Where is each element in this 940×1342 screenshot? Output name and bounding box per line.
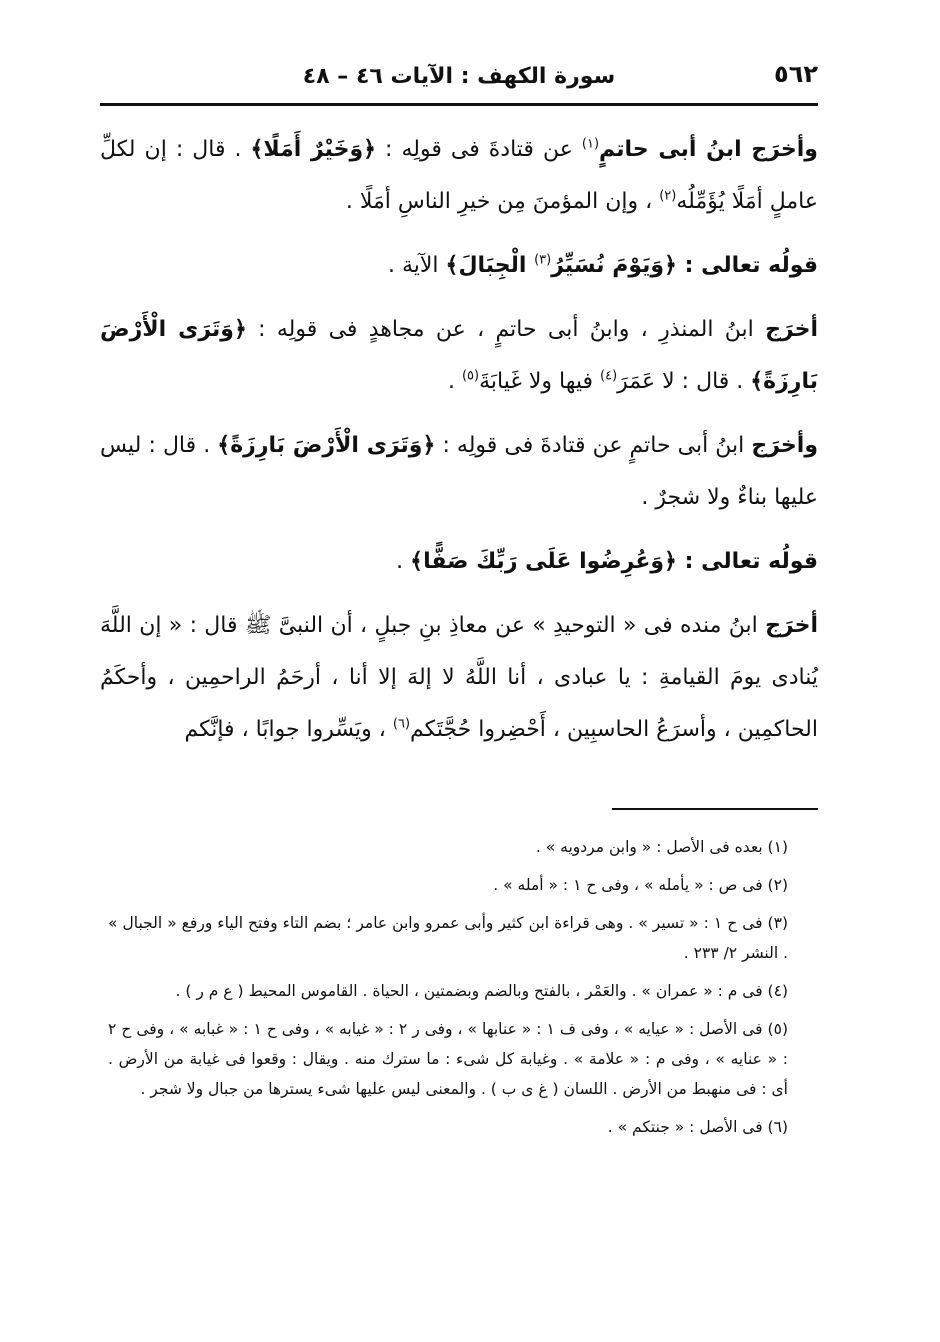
quran-quote: ﴿وَخَيْرٌ أَمَلًا﴾: [250, 137, 377, 162]
paragraph-lead: وأخرَج: [751, 433, 818, 458]
quran-quote: ﴿وَيَوْمَ نُسَيِّرُ: [551, 253, 677, 278]
footnote-ref: (٣): [534, 252, 552, 268]
paragraph-text: .: [396, 549, 411, 574]
footnote-4: (٤) فى م : « عمران » . والعَمْر ، بالفتح وبالضم وبضمتين ، الحياة . القاموس المحيط ( ع م ر ) .: [175, 982, 788, 1000]
paragraph-lead: أخرَج: [765, 613, 818, 638]
footnote-ref: (٥): [461, 368, 480, 384]
header-rule: [100, 103, 818, 106]
footnote-ref: (٦): [392, 716, 411, 732]
paragraph-text: . قال : إن لكلِّ عاملٍ أمَلًا يُؤَمِّلُه: [100, 137, 818, 214]
footnotes: [108, 832, 788, 1150]
paragraph-text: ، ويَسِّروا جوابًا ، فإنَّكم: [184, 717, 393, 742]
paragraph-text: .: [447, 369, 462, 394]
main-text: [100, 124, 818, 756]
paragraph-mujahid: [100, 304, 818, 408]
running-title: سورة الكهف : الآيات ٤٦ – ٤٨: [302, 63, 616, 89]
paragraph-text: ، وإن المؤمنَ مِن خيرِ الناسِ أمَلًا .: [345, 189, 660, 214]
verse-heading-saffa: [100, 536, 818, 588]
paragraph-lead: أخرَج: [765, 317, 818, 342]
footnote-2: (٢) فى ص : « يأمله » ، وفى ح ١ : « أمله » .: [493, 876, 788, 894]
verse-heading-lead: قولُه تعالى :: [676, 253, 818, 278]
paragraph-lead: وأخرَج ابنُ أبى حاتمٍ: [599, 137, 818, 162]
paragraph-text: عن قتادةَ فى قولِه :: [376, 137, 582, 162]
page-header: [100, 56, 818, 96]
quran-quote: الْجِبَالَ﴾: [445, 253, 535, 278]
paragraph-qatada-amal: [100, 124, 818, 228]
paragraph-text: فيها ولا غَيابَةَ: [479, 369, 601, 394]
footnote-ref: (٤): [600, 368, 618, 384]
paragraph-ibn-mandah: [100, 600, 818, 756]
footnote-5: (٥) فى الأصل : « عيايه » ، وفى ف ١ : « عنابها » ، وفى ر ٢ : « غيابه » ، وفى ح ١ : « غبابه » ، وفى ح ٢ : « عنايه » ، وفى م : « علامة » . وغيابة كل شىء : ما سترك منه . ويقال : وقعوا فى غيابة من الأرض . أى : فى منهبط من الأرض . اللسان ( غ ى ب ) . والمعنى ليس عليها شىء يسترها من جبال ولا شجر .: [108, 1020, 788, 1098]
paragraph-text: ابنُ منده فى « التوحيدِ » عن معاذِ بنِ جبلٍ ، أن النبىَّ ﷺ قال : « إن اللَّهَ يُنادى يومَ القيامةِ : يا عبادى ، أنا اللَّهُ لا إلهَ إلا أنا ، أرحَمُ الراحمِين ، وأحكَمُ الحاكمِين ، وأسرَعُ الحاسبِين ، أَحْضِروا حُجَّتَكم: [100, 613, 818, 742]
paragraph-text: . قال : لا عَمَرَ: [617, 369, 751, 394]
paragraph-text: . قال : ليس عليها بناءٌ ولا شجرٌ .: [100, 433, 818, 510]
footnote-ref: (٢): [659, 188, 677, 204]
footnote-rule: [612, 808, 818, 810]
footnote-3: (٣) فى ح ١ : « تسير » . وهى قراءة ابن كثير وأبى عمرو وابن عامر ؛ بضم التاء وفتح الياء ورفع « الجبال » . النشر ٢/ ٢٣٣ .: [108, 914, 788, 962]
quran-quote: ﴿وَعُرِضُوا عَلَى رَبِّكَ صَفًّا﴾: [410, 549, 677, 574]
footnote-6: (٦) فى الأصل : « جنتكم » .: [607, 1118, 788, 1136]
footnote-ref: (١): [581, 136, 600, 152]
paragraph-text: ابنُ المنذرِ ، وابنُ أبى حاتمٍ ، عن مجاهدٍ فى قولِه :: [246, 317, 766, 342]
paragraph-text: الآية .: [387, 253, 446, 278]
verse-heading-jibal: [100, 240, 818, 292]
page-number: ٥٦٢: [774, 60, 818, 88]
quran-quote: ﴿وَتَرَى الْأَرْضَ بَارِزَةً﴾: [217, 433, 436, 458]
paragraph-qatada-bariza: [100, 420, 818, 524]
quran-quote: ﴿وَتَرَى الْأَرْضَ بَارِزَةً﴾: [100, 317, 818, 394]
paragraph-text: ابنُ أبى حاتمٍ عن قتادةَ فى قولِه :: [435, 433, 752, 458]
footnote-1: (١) بعده فى الأصل : « وابن مردويه » .: [535, 838, 788, 856]
verse-heading-lead: قولُه تعالى :: [676, 549, 818, 574]
